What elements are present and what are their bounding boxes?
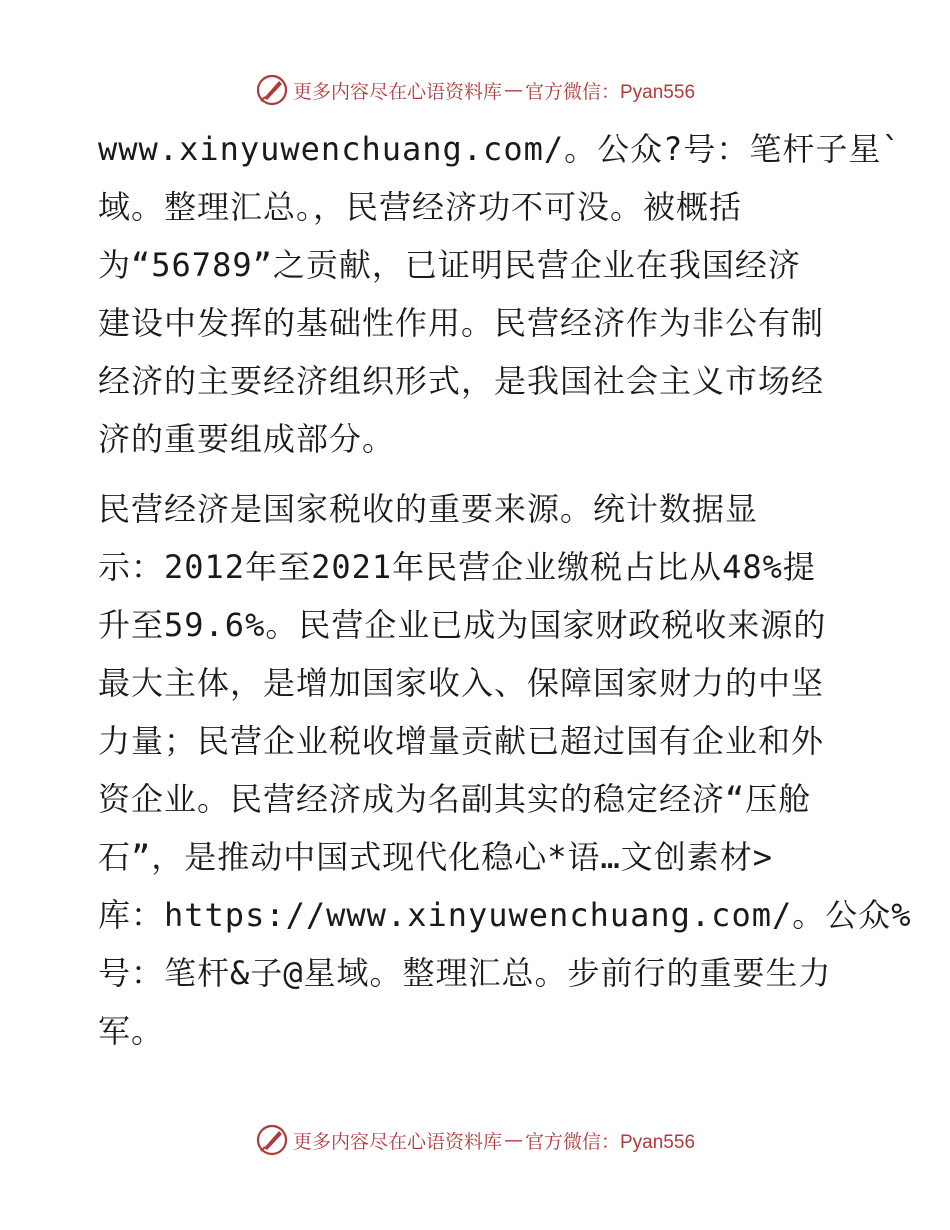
text-line: www.xinyuwenchuang.com/。公众?号：笔杆子星` [98,130,902,168]
text-line: 军。 [98,1012,165,1050]
text-line: 库：https://www.xinyuwenchuang.com/。公众% [98,896,912,934]
paragraph-2 [98,480,912,1060]
text-line: 升至59.6%。民营企业已成为国家财政税收来源的 [98,606,827,644]
text-line: 济的重要组成部分。 [98,420,396,458]
text-line: 号：笔杆&子@星域。整理汇总。步前行的重要生力 [98,954,832,992]
text-line: 最大主体，是增加国家收入、保障国家财力的中坚 [98,664,825,702]
header-banner [0,70,950,110]
quill-pen-logo-icon [255,1123,289,1157]
banner-wechat: 官方微信：Pyan556 [525,1131,696,1153]
text-line: 民营经济是国家税收的重要来源。统计数据显 [98,490,759,528]
banner-dash: — [504,79,523,101]
paragraph-1 [98,120,902,468]
text-line: 域。整理汇总。，民营经济功不可没。被概括 [98,188,743,226]
document-body [98,120,912,1060]
text-line: 力量；民营企业税收增量贡献已超过国有企业和外 [98,722,825,760]
text-line: 建设中发挥的基础性作用。民营经济作为非公有制 [98,304,825,342]
text-line: 石”，是推动中国式现代化稳心*语…文创素材> [98,838,774,876]
banner-dash: — [504,1129,523,1151]
banner-text: 更多内容尽在心语资料库 [292,1130,502,1153]
footer-banner [0,1120,950,1160]
quill-pen-logo-icon [255,73,289,107]
text-line: 示：2012年至2021年民营企业缴税占比从48%提 [98,548,816,586]
text-line: 经济的主要经济组织形式，是我国社会主义市场经 [98,362,825,400]
text-line: 资企业。民营经济成为名副其实的稳定经济“压舱 [98,780,812,818]
banner-wechat: 官方微信：Pyan556 [525,81,696,103]
banner-text: 更多内容尽在心语资料库 [292,80,502,103]
text-line: 为“56789”之贡献，已证明民营企业在我国经济 [98,246,801,284]
